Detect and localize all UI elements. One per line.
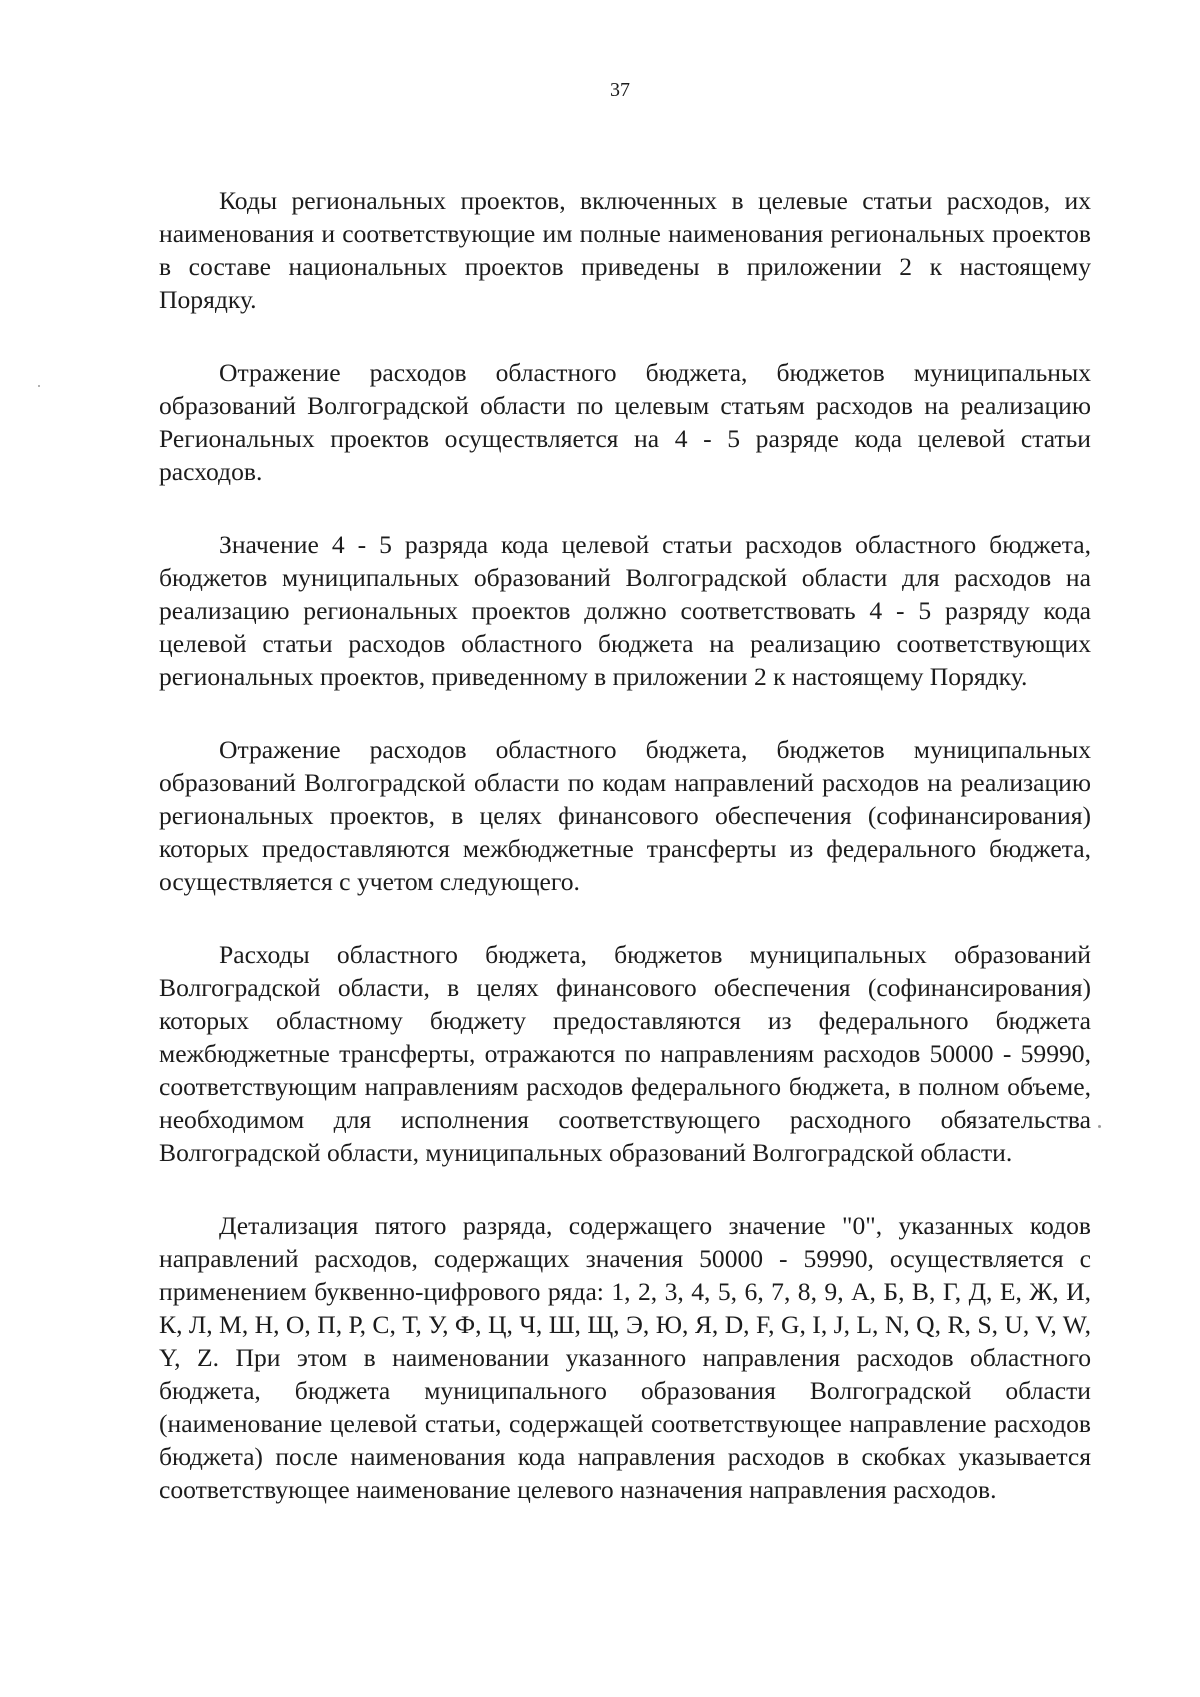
- paragraph-direction-codes: Отражение расходов областного бюджета, бюджетов муниципальных образований Волгоградской области по кодам направлений расходов на реализацию региональных проектов, в целях финансового обеспечения (софинансирования) которых предоставляются межбюджетные трансферты из федерального бюджета, осуществляется с учетом следующего.: [159, 735, 1091, 896]
- paragraph-fifth-digit-detail: Детализация пятого разряда, содержащего значение "0", указанных кодов направлений расходов, содержащих значения 50000 - 59990, осуществляется с применением буквенно-цифрового ряда: 1, 2, 3, 4, 5, 6, 7, 8, 9, А, Б, В, Г, Д, Е, Ж, И, К, Л, М, Н, О, П, Р, С, Т, У, Ф, Ц, Ч, Ш, Щ, Э, Ю, Я, D, F, G, I, J, L, N, Q, R, S, U, V, W, Y, Z. При этом в наименовании указанного направления расходов областного бюджета, бюджета муниципального образования Волгоградской области (наименование целевой статьи, содержащей соответствующее направление расходов бюджета) после наименования кода направления расходов в скобках указывается соответствующее наименование целевого назначения направления расходов.: [159, 1211, 1091, 1504]
- page-number: 37: [610, 79, 630, 101]
- paragraph-target-articles: Отражение расходов областного бюджета, бюджетов муниципальных образований Волгоградской области по целевым статьям расходов на реализацию Региональных проектов осуществляется на 4 - 5 разряде кода целевой статьи расходов.: [159, 358, 1091, 486]
- paragraph-regional-project-codes: Коды региональных проектов, включенных в целевые статьи расходов, их наименования и соответствующие им полные наименования региональных проектов в составе национальных проектов приведены в приложении 2 к настоящему Порядку.: [159, 186, 1091, 314]
- document-body: [159, 184, 1091, 1506]
- paragraph-federal-transfers: Расходы областного бюджета, бюджетов муниципальных образований Волгоградской области, в целях финансового обеспечения (софинансирования) которых областному бюджету предоставляются из федерального бюджета межбюджетные трансферты, отражаются по направлениям расходов 50000 - 59990, соответствующим направлениям расходов федерального бюджета, в полном объеме, необходимом для исполнения соответствующего расходного обязательства Волгоградской области, муниципальных образований Волгоградской области.: [159, 940, 1091, 1167]
- scan-speck: [1098, 1125, 1101, 1128]
- paragraph-digit-values: Значение 4 - 5 разряда кода целевой статьи расходов областного бюджета, бюджетов муниципальных образований Волгоградской области для расходов на реализацию региональных проектов должно соответствовать 4 - 5 разряду кода целевой статьи расходов областного бюджета на реализацию соответствующих региональных проектов, приведенному в приложении 2 к настоящему Порядку.: [159, 530, 1091, 691]
- scan-speck: [38, 385, 40, 387]
